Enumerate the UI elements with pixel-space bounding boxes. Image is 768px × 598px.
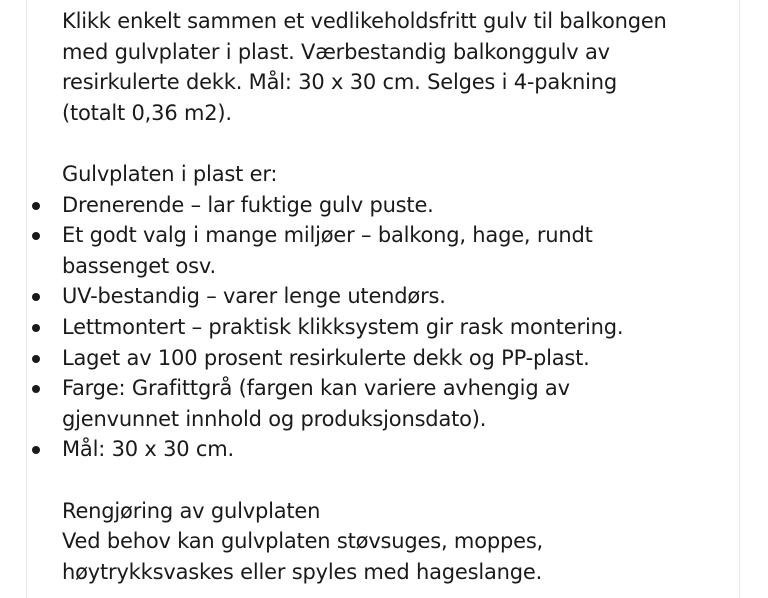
list-item-text: Farge: Grafittgrå (fargen kan variere avhengig av <box>62 376 570 401</box>
list-item <box>62 343 742 374</box>
features-list <box>62 190 742 465</box>
list-item-text: Drenerende – lar fuktige gulv puste. <box>62 192 434 217</box>
bullet-icon <box>32 202 40 210</box>
list-item <box>62 434 742 465</box>
intro-line: resirkulerte dekk. Mål: 30 x 30 cm. Selges i 4-pakning <box>62 70 618 95</box>
list-item-text: Laget av 100 prosent resirkulerte dekk og PP-plast. <box>62 345 590 370</box>
list-item-text: gjenvunnet innhold og produksjonsdato). <box>62 406 487 431</box>
features-heading: Gulvplaten i plast er: <box>62 161 278 186</box>
list-item <box>62 220 742 281</box>
list-item <box>62 190 742 221</box>
intro-line: med gulvplater i plast. Værbestandig balkonggulv av <box>62 39 610 64</box>
list-item-text: Mål: 30 x 30 cm. <box>62 437 234 462</box>
list-item-text: Lettmontert – praktisk klikksystem gir rask montering. <box>62 314 624 339</box>
intro-paragraph <box>62 6 742 128</box>
list-item-text: bassenget osv. <box>62 253 216 278</box>
intro-line: Klikk enkelt sammen et vedlikeholdsfritt gulv til balkongen <box>62 9 667 33</box>
list-item <box>62 373 742 434</box>
paragraph-spacer <box>62 465 742 496</box>
intro-line: (totalt 0,36 m2). <box>62 100 232 125</box>
list-item-text: Et godt valg i mange miljøer – balkong, hage, rundt <box>62 223 593 248</box>
product-description <box>62 6 742 587</box>
paragraph-spacer <box>62 128 742 159</box>
cleaning-paragraph <box>62 526 742 587</box>
list-item-text: UV-bestandig – varer lenge utendørs. <box>62 284 446 309</box>
bullet-icon <box>32 355 40 363</box>
list-item <box>62 312 742 343</box>
list-item <box>62 281 742 312</box>
cleaning-line: høytrykksvaskes eller spyles med hageslange. <box>62 559 543 584</box>
cleaning-heading: Rengjøring av gulvplaten <box>62 498 321 523</box>
bullet-icon <box>32 324 40 332</box>
cleaning-line: Ved behov kan gulvplaten støvsuges, moppes, <box>62 529 544 554</box>
